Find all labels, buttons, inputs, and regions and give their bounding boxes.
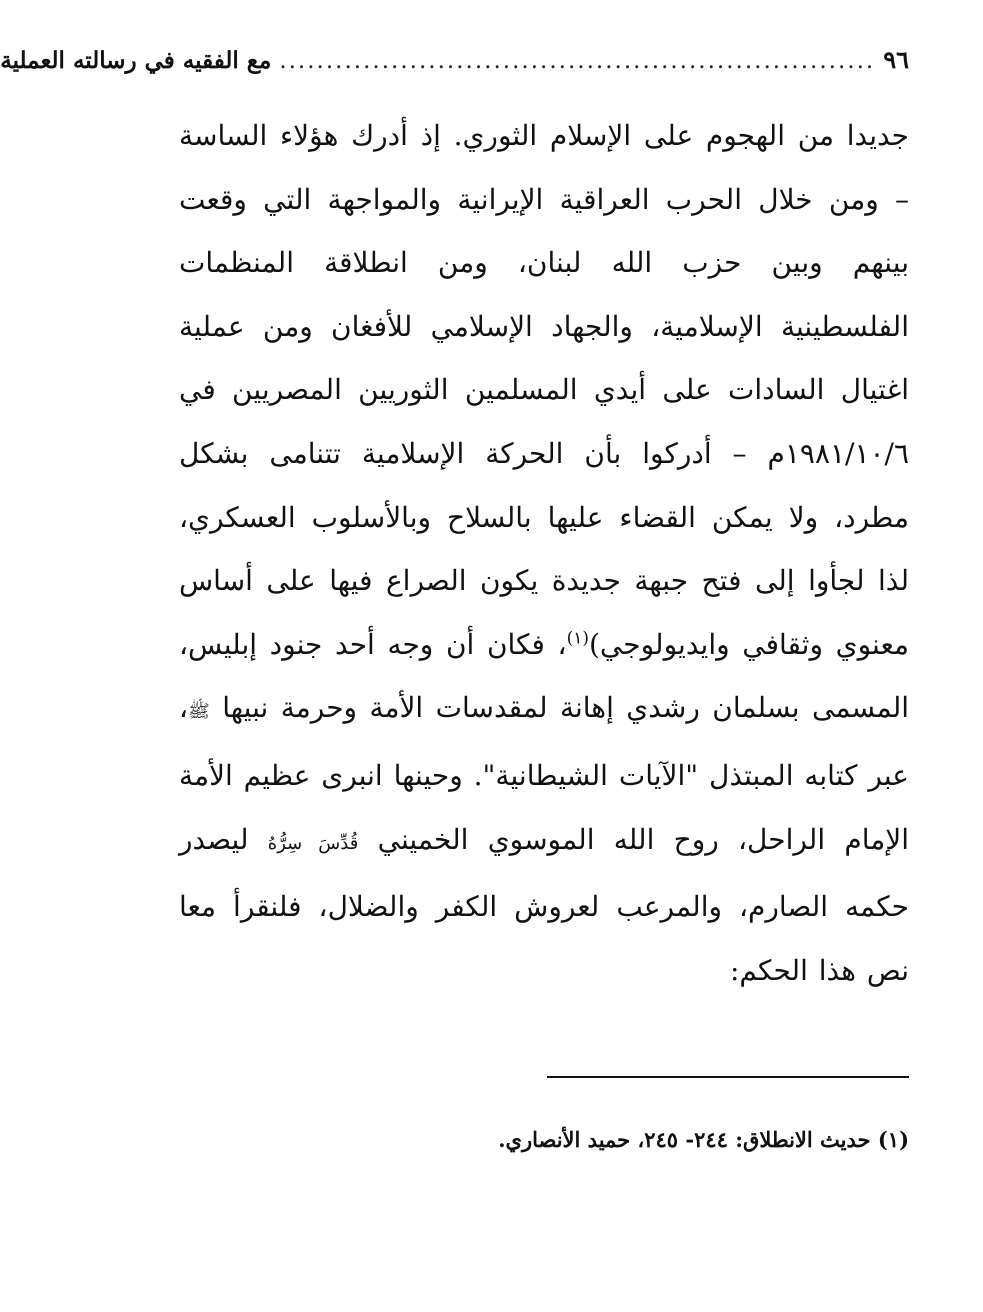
honorific-prophet: ﷺ xyxy=(188,701,210,723)
footnote xyxy=(179,1118,909,1162)
footnote-separator xyxy=(547,1076,909,1078)
honorific-imam: قُدِّسَ سِرُّهُ xyxy=(267,832,359,854)
body-text-part-1: جديدا من الهجوم على الإسلام الثوري. إذ أدرك هؤلاء الساسة – ومن خلال الحرب العراقية الإيرانية والمواجهة التي وقعت بينهم وبين حزب الله لبنان، ومن انطلاقة المنظمات الفلسطينية الإسلامية، والجهاد الإسلامي للأفغان ومن عملية اغتيال السادات على أيدي المسلمين الثوريين المصريين في ١٩٨١/١٠/٦م – أدركوا بأن الحركة الإسلامية تتنامى بشكل مطرد، ولا يمكن القضاء عليها بالسلاح وبالأسلوب العسكري، لذا لجأوا إلى فتح جبهة جديدة يكون الصراع فيها على أساس معنوي وثقافي وايديولوجي) xyxy=(179,119,909,661)
dot-leader: ................................................................ xyxy=(279,48,876,74)
body-text-part-3: ، عبر كتابه المبتذل "الآيات الشيطانية". وحينها انبرى عظيم الأمة الإمام الراحل، روح الله الموسوي الخميني xyxy=(178,691,909,856)
body-text-part-4: ليصدر حكمه الصارم، والمرعب لعروش الكفر والضلال، فلنقرأ معا نص هذا الحكم: xyxy=(179,822,909,987)
footnote-number: (١) xyxy=(877,1127,909,1152)
running-header-title: مع الفقيه في رسالته العملية xyxy=(0,47,272,74)
body-paragraph xyxy=(179,104,909,1002)
footnote-text: حديث الانطلاق: ٢٤٤- ٢٤٥، حميد الأنصاري. xyxy=(498,1127,871,1152)
running-header xyxy=(0,38,909,82)
page-number: ٩٦ xyxy=(883,45,909,74)
body-text-part-2: ، فكان أن وجه أحد جنود إبليس، المسمى بسلمان رشدي إهانة لمقدسات الأمة وحرمة نبيها xyxy=(179,627,909,725)
footnote-marker: (١) xyxy=(566,628,589,649)
